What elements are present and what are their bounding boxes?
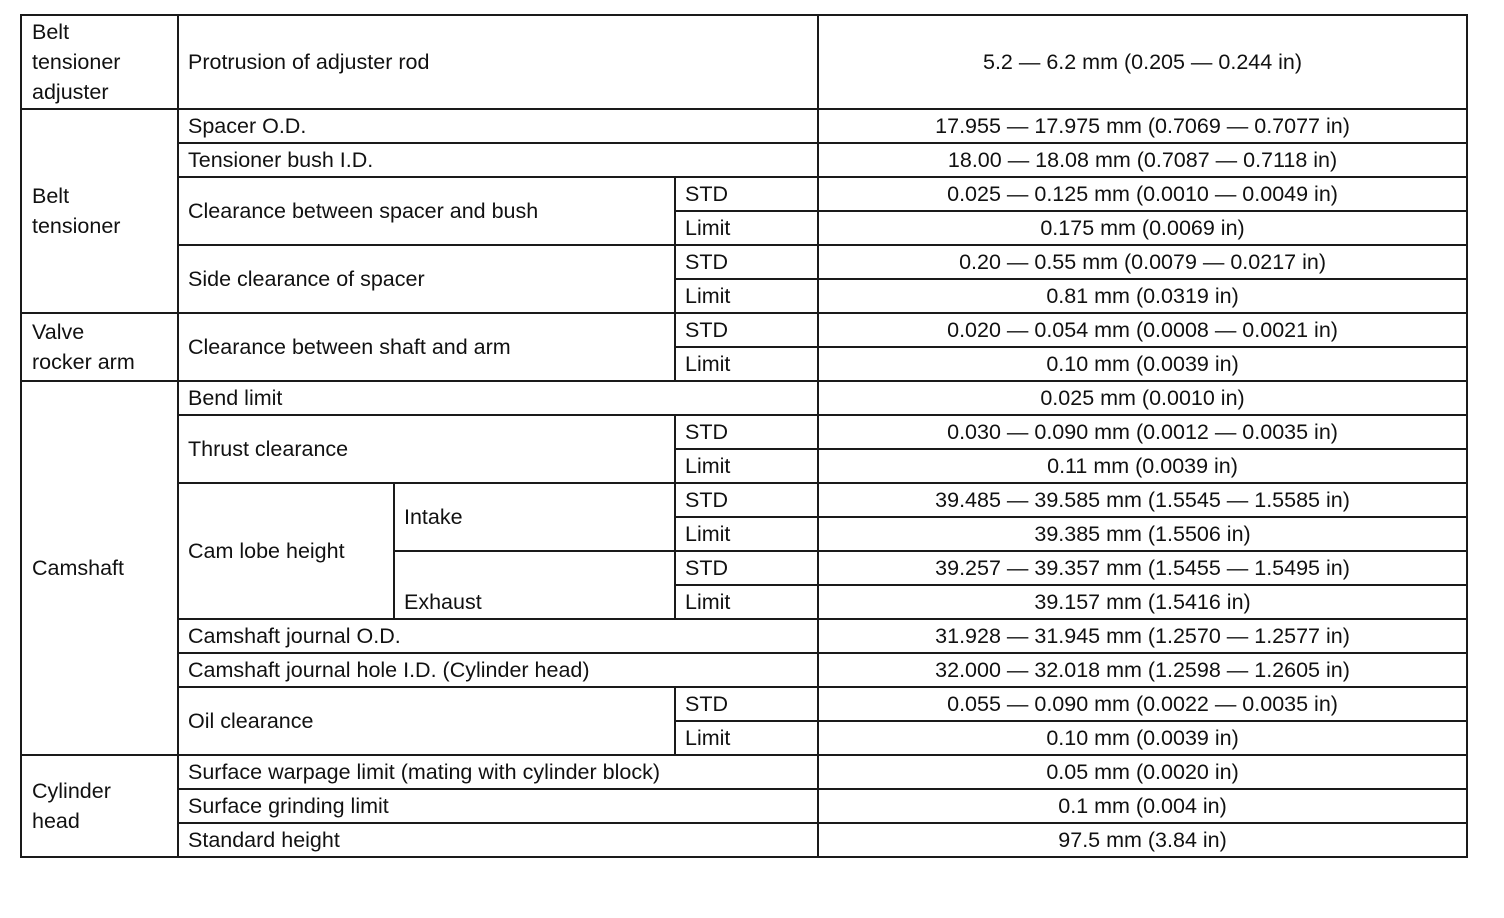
value-warpage: 0.05 mm (0.0020 in) xyxy=(818,755,1467,789)
item-rocker-clearance: Clearance between shaft and arm xyxy=(178,313,675,381)
std-label: STD xyxy=(675,483,818,517)
row-spacer-bush-clearance-std xyxy=(21,177,1467,211)
limit-label: Limit xyxy=(675,347,818,381)
limit-label: Limit xyxy=(675,449,818,483)
row-journal-hole xyxy=(21,653,1467,687)
component-camshaft: Camshaft xyxy=(21,381,178,755)
row-warpage xyxy=(21,755,1467,789)
sub-exhaust: Exhaust xyxy=(394,551,675,619)
item-bend-limit: Bend limit xyxy=(178,381,818,415)
component-cylinder-head xyxy=(21,755,178,857)
value-spacer-bush-clearance-limit: 0.175 mm (0.0069 in) xyxy=(818,211,1467,245)
component-line: tensioner xyxy=(32,50,121,74)
value-side-clearance-std: 0.20 — 0.55 mm (0.0079 — 0.0217 in) xyxy=(818,245,1467,279)
value-spacer-bush-clearance-std: 0.025 — 0.125 mm (0.0010 — 0.0049 in) xyxy=(818,177,1467,211)
component-line: rocker arm xyxy=(32,350,135,374)
limit-label: Limit xyxy=(675,585,818,619)
item-warpage: Surface warpage limit (mating with cylinder block) xyxy=(178,755,818,789)
item-journal-hole: Camshaft journal hole I.D. (Cylinder head) xyxy=(178,653,818,687)
component-belt-tensioner xyxy=(21,109,178,313)
item-spacer-bush-clearance: Clearance between spacer and bush xyxy=(178,177,675,245)
std-label: STD xyxy=(675,415,818,449)
std-label: STD xyxy=(675,245,818,279)
item-grinding: Surface grinding limit xyxy=(178,789,818,823)
item-bush-id: Tensioner bush I.D. xyxy=(178,143,818,177)
value-grinding: 0.1 mm (0.004 in) xyxy=(818,789,1467,823)
std-label: STD xyxy=(675,551,818,585)
value-intake-std: 39.485 — 39.585 mm (1.5545 — 1.5585 in) xyxy=(818,483,1467,517)
value-oil-clearance-limit: 0.10 mm (0.0039 in) xyxy=(818,721,1467,755)
value-rocker-clearance-std: 0.020 — 0.054 mm (0.0008 — 0.0021 in) xyxy=(818,313,1467,347)
row-bend-limit xyxy=(21,381,1467,415)
component-line: head xyxy=(32,809,80,833)
component-line: tensioner xyxy=(32,214,121,238)
value-journal-hole: 32.000 — 32.018 mm (1.2598 — 1.2605 in) xyxy=(818,653,1467,687)
item-thrust-clearance: Thrust clearance xyxy=(178,415,675,483)
row-journal-od xyxy=(21,619,1467,653)
component-line: Valve xyxy=(32,320,85,344)
value-thrust-std: 0.030 — 0.090 mm (0.0012 — 0.0035 in) xyxy=(818,415,1467,449)
row-intake-std xyxy=(21,483,1467,517)
value-spacer-od: 17.955 — 17.975 mm (0.7069 — 0.7077 in) xyxy=(818,109,1467,143)
value-rocker-clearance-limit: 0.10 mm (0.0039 in) xyxy=(818,347,1467,381)
item-journal-od: Camshaft journal O.D. xyxy=(178,619,818,653)
value-side-clearance-limit: 0.81 mm (0.0319 in) xyxy=(818,279,1467,313)
limit-label: Limit xyxy=(675,211,818,245)
item-spacer-od: Spacer O.D. xyxy=(178,109,818,143)
item-protrusion: Protrusion of adjuster rod xyxy=(178,15,818,109)
std-label: STD xyxy=(675,687,818,721)
row-adjuster-protrusion xyxy=(21,15,1467,109)
service-spec-table xyxy=(20,14,1468,858)
component-line: adjuster xyxy=(32,80,109,104)
component-valve-rocker-arm xyxy=(21,313,178,381)
std-label: STD xyxy=(675,313,818,347)
limit-label: Limit xyxy=(675,721,818,755)
row-grinding xyxy=(21,789,1467,823)
component-line: Belt xyxy=(32,20,70,44)
row-standard-height xyxy=(21,823,1467,857)
limit-label: Limit xyxy=(675,517,818,551)
value-bend-limit: 0.025 mm (0.0010 in) xyxy=(818,381,1467,415)
item-cam-lobe-height: Cam lobe height xyxy=(178,483,394,619)
std-label: STD xyxy=(675,177,818,211)
row-side-clearance-std xyxy=(21,245,1467,279)
value-journal-od: 31.928 — 31.945 mm (1.2570 — 1.2577 in) xyxy=(818,619,1467,653)
value-oil-clearance-std: 0.055 — 0.090 mm (0.0022 — 0.0035 in) xyxy=(818,687,1467,721)
row-oil-clearance-std xyxy=(21,687,1467,721)
item-side-clearance: Side clearance of spacer xyxy=(178,245,675,313)
component-belt-tensioner-adjuster xyxy=(21,15,178,109)
row-thrust-std xyxy=(21,415,1467,449)
row-spacer-od xyxy=(21,109,1467,143)
value-exhaust-limit: 39.157 mm (1.5416 in) xyxy=(818,585,1467,619)
value-protrusion: 5.2 — 6.2 mm (0.205 — 0.244 in) xyxy=(818,15,1467,109)
row-rocker-clearance-std xyxy=(21,313,1467,347)
row-bush-id xyxy=(21,143,1467,177)
item-standard-height: Standard height xyxy=(178,823,818,857)
limit-label: Limit xyxy=(675,279,818,313)
item-oil-clearance: Oil clearance xyxy=(178,687,675,755)
value-intake-limit: 39.385 mm (1.5506 in) xyxy=(818,517,1467,551)
component-line: Cylinder xyxy=(32,779,111,803)
value-thrust-limit: 0.11 mm (0.0039 in) xyxy=(818,449,1467,483)
component-line: Belt xyxy=(32,184,70,208)
value-standard-height: 97.5 mm (3.84 in) xyxy=(818,823,1467,857)
value-exhaust-std: 39.257 — 39.357 mm (1.5455 — 1.5495 in) xyxy=(818,551,1467,585)
value-bush-id: 18.00 — 18.08 mm (0.7087 — 0.7118 in) xyxy=(818,143,1467,177)
sub-intake: Intake xyxy=(394,483,675,551)
